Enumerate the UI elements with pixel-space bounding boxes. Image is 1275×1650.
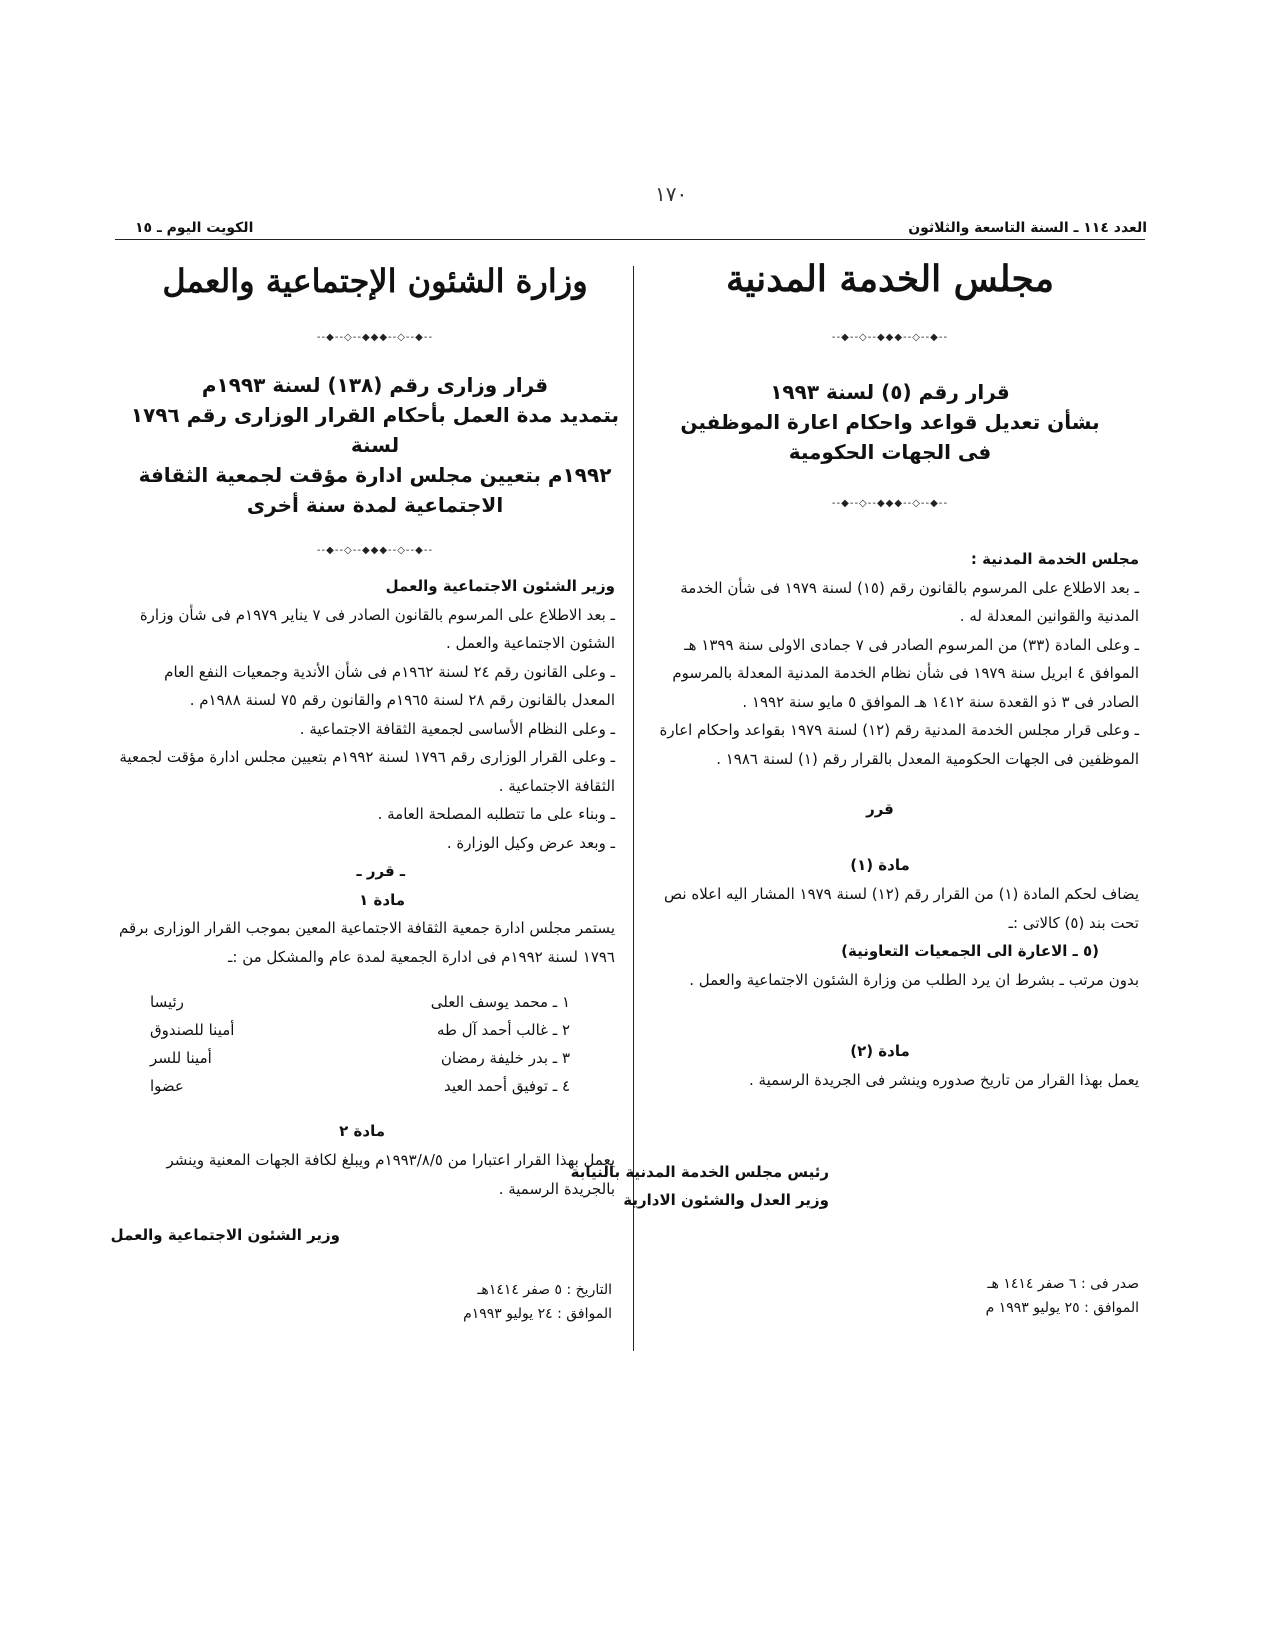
- decided-label: ـ قرر ـ: [356, 862, 405, 880]
- list-item: ١ ـ محمد يوسف العلى رئيسا: [150, 993, 570, 1011]
- issue-header: العدد ١١٤ ـ السنة التاسعة والثلاثون: [908, 220, 1147, 236]
- article-1-item: (٥ ـ الاعارة الى الجمعيات التعاونية): [841, 942, 1099, 960]
- article-2-body: يعمل بهذا القرار اعتبارا من ١٩٩٣/٨/٥م ويبلغ لكافة الجهات المعنية وينشر بالجريدة الرسمية .: [166, 1151, 615, 1198]
- members-list: [150, 988, 570, 1100]
- minister-signature: وزير الشئون الاجتماعية والعمل: [110, 1226, 340, 1244]
- gazette-page-header: الكويت اليوم ـ ١٥: [135, 220, 254, 236]
- minister-heading: وزير الشئون الاجتماعية والعمل: [385, 577, 615, 595]
- preamble-4: ـ وعلى القرار الوزارى رقم ١٧٩٦ لسنة ١٩٩٢م بتعيين مجلس ادارة مؤقت لجمعية الثقافة الاجتماعية .: [119, 748, 615, 795]
- preamble-2: ـ وعلى المادة (٣٣) من المرسوم الصادر فى ٧ جمادى الاولى سنة ١٣٩٩ هـ الموافق ٤ ابريل سنة ١٩٧٩ فى شأن نظام الخدمة المدنية المعدلة بالمرسوم الصادر فى ٣ ذو القعدة سنة ١٤١٢ هـ الموافق ٥ مايو سنة ١٩٩٢ .: [672, 635, 1139, 711]
- decision-title: قرار رقم (٥) لسنة ١٩٩٣ بشأن تعديل قواعد واحكام اعارة الموظفين فى الجهات الحكومية: [680, 380, 1100, 464]
- decision-date: التاريخ : ٥ صفر ١٤١٤هـ الموافق : ٢٤ يوليو ١٩٩٣م: [463, 1282, 612, 1322]
- article-1-body: يضاف لحكم المادة (١) من القرار رقم (١٢) لسنة ١٩٧٩ المشار اليه اعلاه نص تحت بند (٥) كالاتى :ـ (٥ ـ الاعارة الى الجمعيات التعاونية) بدون مرتب ـ بشرط ان يرد الطلب من وزارة الشئون الاجتماعية والعمل .: [642, 880, 1139, 994]
- preamble-3: ـ وعلى قرار مجلس الخدمة المدنية رقم (١٢) لسنة ١٩٧٩ بقواعد واحكام اعارة الموظفين فى الجهات الحكومية المعدل بالقرار رقم (١) لسنة ١٩٨٦ .: [659, 721, 1139, 768]
- preamble-2: ـ وعلى القانون رقم ٢٤ لسنة ١٩٦٢م فى شأن الأندية وجمعيات النفع العام المعدل بالقانون رقم ٢٨ لسنة ١٩٦٥م والقانون رقم ٧٥ لسنة ١٩٨٨م .: [164, 662, 615, 709]
- list-item: ٤ ـ توفيق أحمد العيد عضوا: [150, 1077, 570, 1095]
- ornament-divider: --◆--◇--◆◆◆--◇--◆--: [316, 545, 434, 556]
- council-heading: مجلس الخدمة المدنية :: [970, 550, 1139, 568]
- preamble-3: ـ وعلى النظام الأساسى لجمعية الثقافة الاجتماعية .: [299, 719, 615, 738]
- preamble-1: ـ بعد الاطلاع على المرسوم بالقانون رقم (١٥) لسنة ١٩٧٩ فى شأن الخدمة المدنية والقوانين المعدلة له .: [680, 578, 1139, 625]
- issue-date: صدر فى : ٦ صفر ١٤١٤ هـ الموافق : ٢٥ يوليو ١٩٩٣ م: [985, 1276, 1139, 1316]
- social-affairs-masthead: وزارة الشئون الإجتماعية والعمل: [162, 262, 588, 300]
- civil-service-decision-body: [642, 545, 1139, 773]
- preamble-6: ـ وبعد عرض وكيل الوزارة .: [446, 833, 615, 852]
- ministerial-decision-title: قرار وزارى رقم (١٣٨) لسنة ١٩٩٣م بتمديد مدة العمل بأحكام القرار الوزارى رقم ١٧٩٦ لسنة ١٩٩٢م بتعيين مجلس ادارة مؤقت لجمعية الثقافة الاجتماعية لمدة سنة أخرى: [130, 373, 620, 517]
- preamble-1: ـ بعد الاطلاع على المرسوم بالقانون الصادر فى ٧ يناير ١٩٧٩م فى شأن وزارة الشئون الاجتماعية والعمل .: [139, 605, 615, 652]
- ministerial-decision-body: [118, 572, 615, 971]
- page-mark: ١٧٠: [655, 182, 688, 206]
- ornament-divider: --◆--◇--◆◆◆--◇--◆--: [831, 498, 949, 509]
- article-2-label: مادة ٢: [339, 1122, 385, 1140]
- ornament-divider: --◆--◇--◆◆◆--◇--◆--: [316, 332, 434, 343]
- list-item: ٢ ـ غالب أحمد آل طه أمينا للصندوق: [150, 1021, 570, 1039]
- decided-label: قرر: [866, 800, 894, 818]
- article-1-label: مادة (١): [850, 856, 910, 874]
- article-2-label: مادة (٢): [850, 1042, 910, 1060]
- article-1-text: يستمر مجلس ادارة جمعية الثقافة الاجتماعية المعين بموجب القرار الوزارى برقم ١٧٩٦ لسنة ١٩٩٢م فى ادارة الجمعية لمدة عام والمشكل من :ـ: [119, 919, 615, 966]
- ornament-divider: --◆--◇--◆◆◆--◇--◆--: [831, 332, 949, 343]
- list-item: ٣ ـ بدر خليفة رمضان أمينا للسر: [150, 1049, 570, 1067]
- article-2-body: يعمل بهذا القرار من تاريخ صدوره وينشر فى الجريدة الرسمية .: [749, 1071, 1139, 1089]
- preamble-5: ـ وبناء على ما تتطلبه المصلحة العامة .: [377, 805, 615, 823]
- article-1-label: مادة ١: [359, 890, 405, 909]
- signature-block: رئيس مجلس الخدمة المدنية بالنيابة وزير العدل والشئون الادارية: [570, 1163, 829, 1209]
- header-rule: [115, 239, 1145, 240]
- civil-service-masthead: مجلس الخدمة المدنية: [726, 258, 1054, 300]
